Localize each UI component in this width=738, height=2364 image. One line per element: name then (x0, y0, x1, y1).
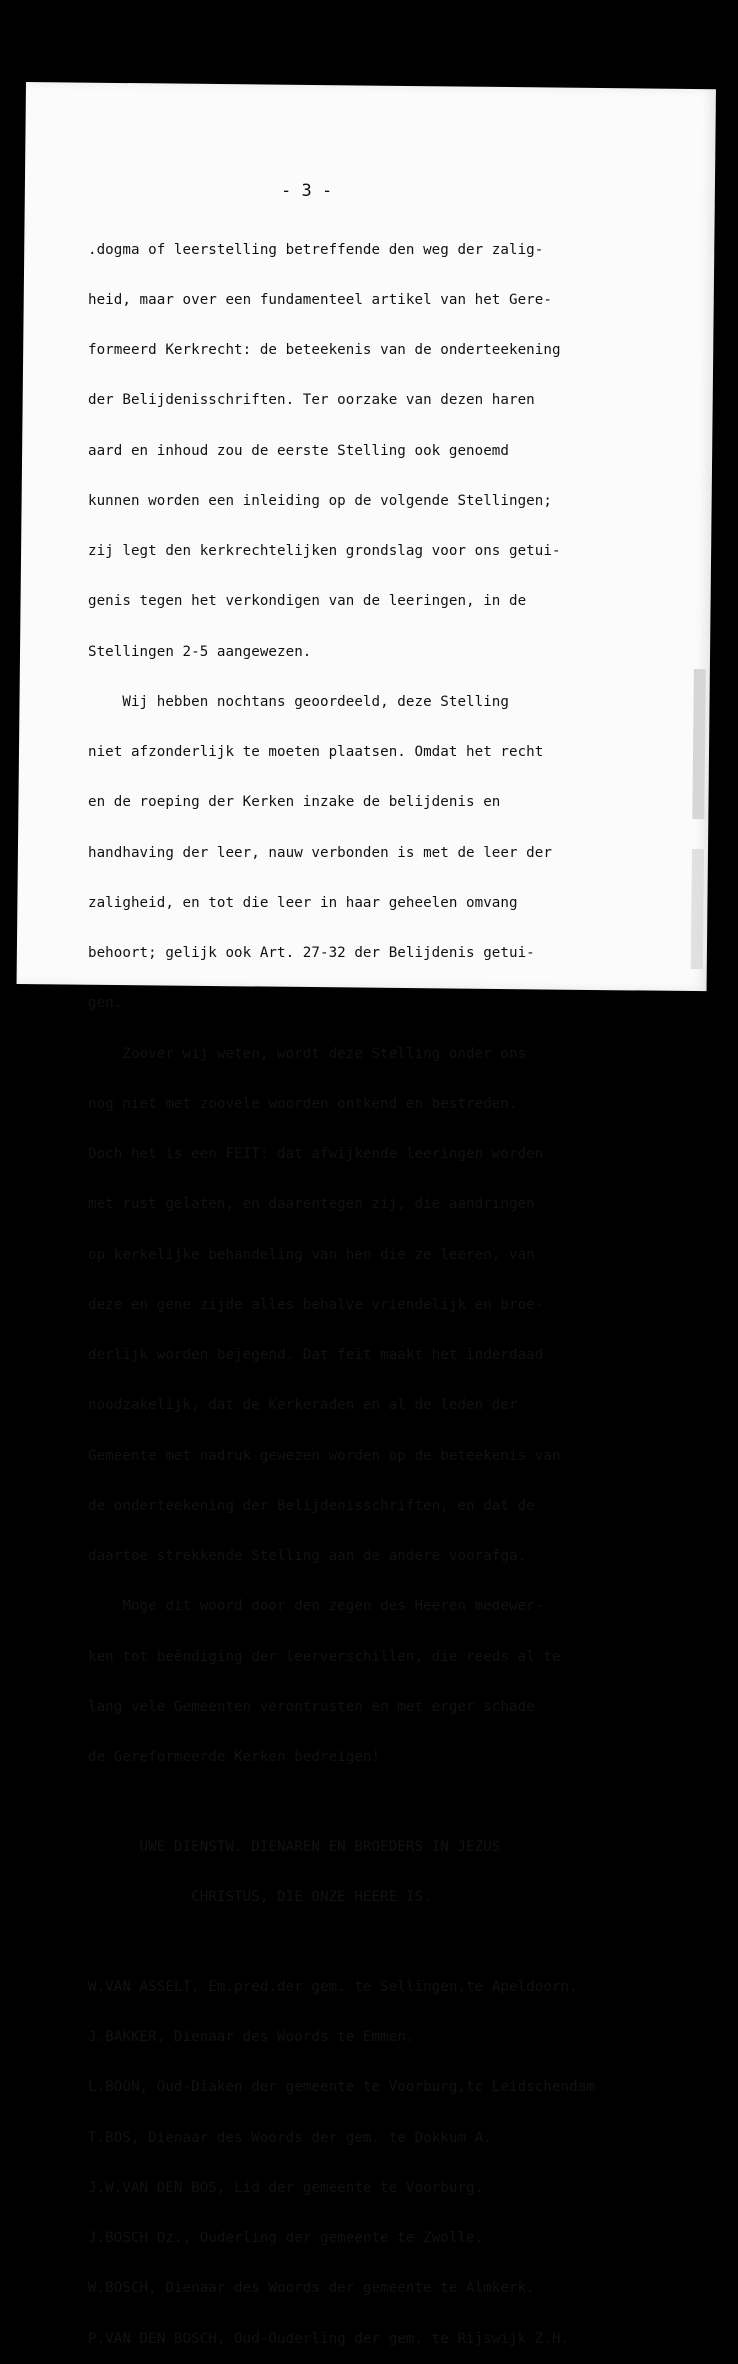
body-line: kunnen worden een inleiding op de volgende Stellingen; (88, 492, 552, 509)
signature-line: L.BOON, Oud-Diaken der gemeente te Voorburg,tc Leidschendam (88, 2079, 595, 2096)
body-line: Wij hebben nochtans geoordeeld, deze Stelling (88, 693, 509, 710)
body-line: Doch het is een FEIT: dat afwijkende leeringen worden (88, 1146, 544, 1162)
body-line: heid, maar over een fundamenteel artikel van het Gere- (88, 291, 552, 308)
body-line: Zoover wij weten, wordt deze Stelling onder ons (88, 1045, 527, 1062)
signature-line: W.VAN ASSELT, Em.pred.der gem. te Sellingen,te Apeldoorn. (88, 1978, 578, 1995)
body-line: lang vele Gemeenten verontrusten en met erger schade (88, 1698, 535, 1715)
signature-line: J.BOSCH Oz., Ouderling der gemeente te Zwolle. (88, 2230, 484, 2246)
body-line: zaligheid, en tot die leer in haar geheelen omvang (88, 894, 518, 911)
body-line: de Gereformeerde Kerken bedreigen! (88, 1749, 381, 1765)
body-line: met rust gelaten, en daarentegen zij, die aandringen (88, 1196, 535, 1213)
document-text (88, 208, 718, 2364)
body-line: aard en inhoud zou de eerste Stelling ook genoemd (88, 442, 509, 459)
signature-line: P.VAN DEN BOSCH, Oud-Ouderling der gem. te Rijswijk Z.H. (88, 2330, 570, 2347)
body-line: der Belijdenisschriften. Ter oorzake van dezen haren (88, 392, 535, 409)
body-line: genis tegen het verkondigen van de leeringen, in de (88, 593, 527, 610)
body-line: Moge dit woord door den zegen des Heeren medewer- (88, 1598, 544, 1615)
body-line: Gemeente met nadruk gewezen worden op de beteekenis van (88, 1447, 561, 1464)
body-line: handhaving der leer, nauw verbonden is met de leer der (88, 844, 552, 861)
body-line: deze en gene zijde alles behalve vriendelijk en broe- (88, 1296, 544, 1313)
spacer (88, 1939, 718, 1945)
closing-line: UWE DIENSTW. DIENAREN EN BROEDERS IN JEZUS (88, 1838, 501, 1855)
body-line: de onderteekening der Belijdenisschriften, en dat de (88, 1497, 535, 1514)
body-line: niet afzonderlijk te moeten plaatsen. Omdat het recht (88, 744, 544, 760)
body-line: en de roeping der Kerken inzake de belijdenis en (88, 794, 501, 811)
body-line: nog niet met zoovele woorden ontkend en bestreden. (88, 1095, 518, 1112)
signature-line: W.BOSCH, Dienaar des Woords der gemeente te Almkerk. (88, 2280, 535, 2297)
body-line: gen. (88, 995, 123, 1012)
body-line: daartoe strekkende Stelling aan de andere voorafga. (88, 1548, 527, 1564)
page-number: - 3 - (281, 181, 333, 201)
body-line: .dogma of leerstelling betreffende den weg der zalig- (88, 241, 544, 258)
body-line: behoort; gelijk ook Art. 27-32 der Belijdenis getui- (88, 945, 535, 961)
spacer (88, 1799, 718, 1805)
closing-line: CHRISTUS, DIE ONZE HEERE IS. (88, 1889, 432, 1905)
body-line: formeerd Kerkrecht: de beteekenis van de onderteekening (88, 342, 561, 358)
body-line: noodzakelijk, dat de Kerkeraden en al de leden der (88, 1397, 518, 1414)
body-line: derlijk worden bejegend. Dat feit maakt het inderdaad (88, 1347, 544, 1363)
signature-line: J.W.VAN DEN BOS, Lid der gemeente te Voorburg. (88, 2179, 484, 2196)
signature-line: J.BAKKER, Dienaar des Woords te Emmen. (88, 2029, 415, 2045)
signature-line: T.BOS, Dienaar des Woords der gem. te Dokkum A. (88, 2129, 492, 2146)
body-line: zij legt den kerkrechtelijken grondslag voor ons getui- (88, 543, 561, 559)
body-line: ken tot beëndiging der leerverschillen, die reeds al te (88, 1648, 561, 1665)
body-line: Stellingen 2-5 aangewezen. (88, 643, 312, 660)
body-line: op kerkelijke behandeling van hen die ze leeren, van (88, 1246, 535, 1263)
